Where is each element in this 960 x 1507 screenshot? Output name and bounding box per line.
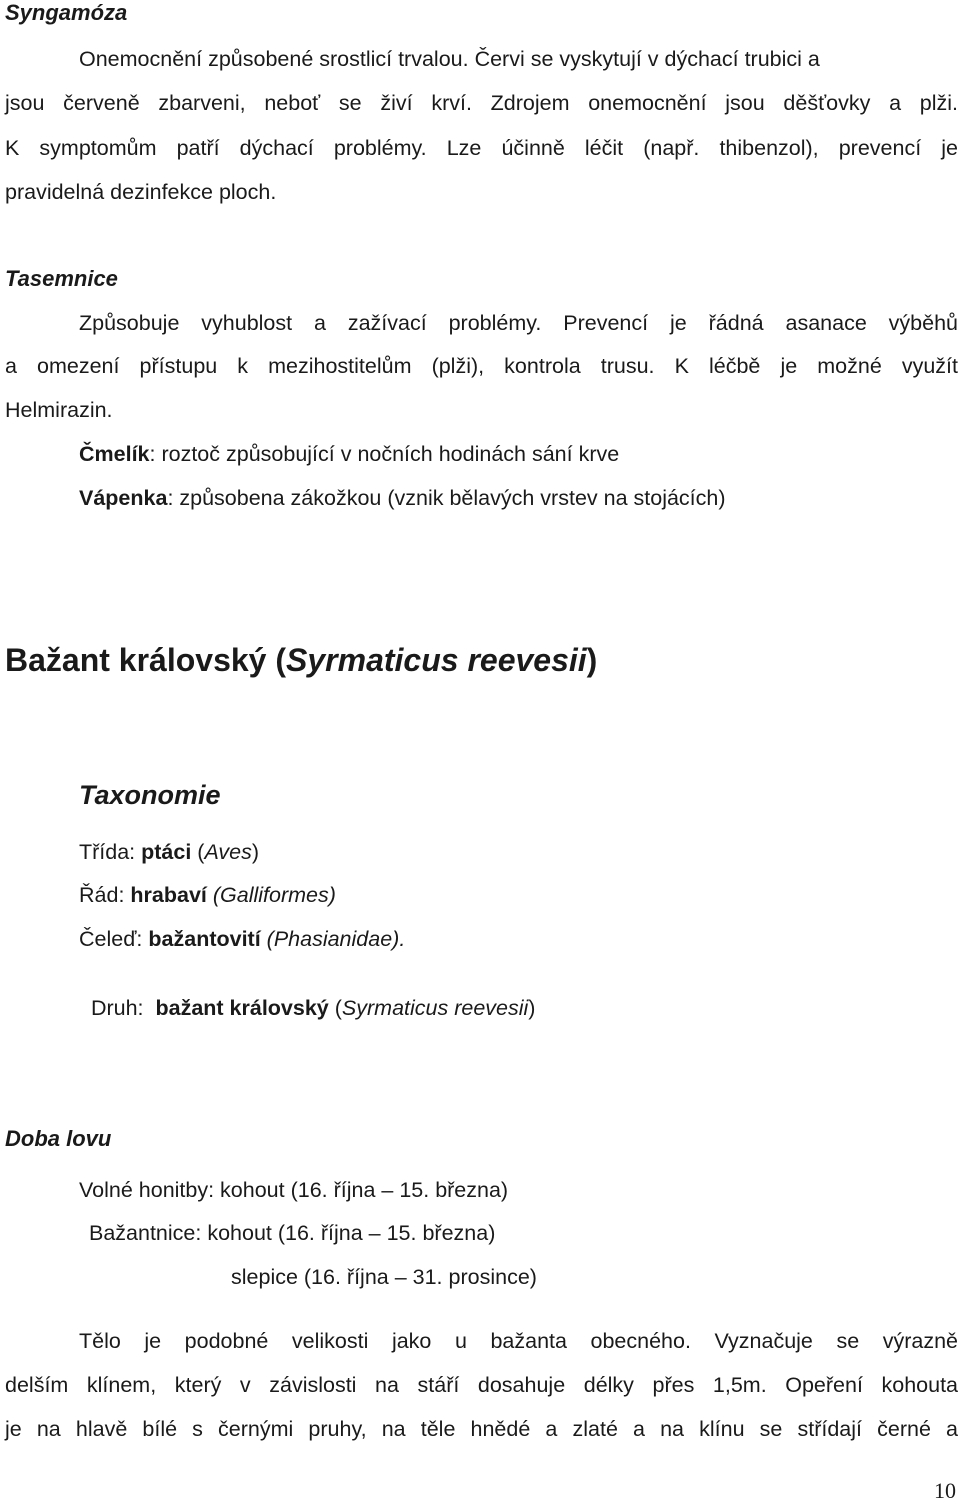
- paragraph-line: Způsobuje vyhublost a zažívací problémy. Prevencí je řádná asanace výběhů: [79, 311, 958, 335]
- taxonomy-label: Čeleď:: [79, 927, 149, 951]
- taxonomy-row-celed: [79, 927, 405, 952]
- taxonomy-label: Druh:: [90, 996, 156, 1020]
- paragraph-line: jsou červeně zbarveni, neboť se živí krví. Zdrojem onemocnění jsou děšťovky a plži.: [5, 91, 958, 115]
- taxonomy-label: Třída:: [79, 840, 142, 864]
- section-heading-syngamoza: Syngamóza: [5, 0, 128, 25]
- hunting-line: slepice (16. října – 31. prosince): [231, 1265, 537, 1289]
- paragraph-line: je na hlavě bílé s černými pruhy, na těle hnědé a zlaté a na klínu se střídají černé a: [5, 1417, 958, 1441]
- taxonomy-row-trida: [79, 840, 259, 865]
- taxonomy-paren: (: [328, 996, 342, 1020]
- paragraph-line: K symptomům patří dýchací problémy. Lze účinně léčit (např. thibenzol), prevencí je: [5, 136, 958, 160]
- title-prefix: Bažant královský (: [5, 642, 287, 678]
- term-cmelik: Čmelík: [79, 442, 150, 466]
- paragraph-line: Onemocnění způsobené srostlicí trvalou. Červi se vyskytují v dýchací trubici a: [79, 47, 820, 71]
- taxonomy-latin: Aves: [204, 840, 252, 864]
- vapenka-line: [79, 486, 726, 511]
- paragraph-line: Helmirazin.: [5, 398, 113, 422]
- paragraph-line: a omezení přístupu k mezihostitelům (plži), kontrola trusu. K léčbě je možné využít: [5, 354, 958, 378]
- section-heading-taxonomie: Taxonomie: [79, 780, 221, 810]
- section-heading-tasemnice: Tasemnice: [5, 266, 118, 291]
- page-title: [5, 642, 597, 679]
- paragraph-line: pravidelná dezinfekce ploch.: [5, 180, 277, 204]
- taxonomy-value: bažant královský: [155, 996, 329, 1020]
- term-vapenka: Vápenka: [79, 486, 168, 510]
- cmelik-line: [79, 442, 619, 467]
- hunting-line: Volné honitby: kohout (16. října – 15. března): [79, 1178, 509, 1202]
- paragraph-line: delším klínem, který v závislosti na stáří dosahuje délky přes 1,5m. Opeření kohouta: [5, 1373, 958, 1397]
- taxonomy-paren: (: [191, 840, 205, 864]
- taxonomy-latin: Syrmaticus reevesii: [341, 996, 529, 1020]
- taxonomy-label: Řád:: [79, 883, 131, 907]
- taxonomy-value: bažantovití: [148, 927, 261, 951]
- title-suffix: ): [586, 642, 598, 678]
- taxonomy-row-druh: [79, 971, 535, 1021]
- section-heading-doba-lovu: Doba lovu: [5, 1126, 112, 1151]
- taxonomy-row-rad: [79, 883, 336, 908]
- taxonomy-latin: (Galliformes): [206, 883, 336, 907]
- hunting-line: Bažantnice: kohout (16. října – 15. března): [89, 1221, 496, 1245]
- term-text: : způsobena zákožkou (vznik bělavých vrstev na stojácích): [167, 486, 726, 510]
- term-text: : roztoč způsobující v nočních hodinách sání krve: [149, 442, 620, 466]
- taxonomy-paren: ): [251, 840, 260, 864]
- title-latin: Syrmaticus reevesii: [286, 642, 587, 678]
- taxonomy-value: hrabaví: [130, 883, 207, 907]
- page-number: 10: [934, 1478, 956, 1503]
- paragraph-line: Tělo je podobné velikosti jako u bažanta obecného. Vyznačuje se výrazně: [79, 1329, 958, 1353]
- taxonomy-paren: ): [528, 996, 536, 1020]
- taxonomy-latin: (Phasianidae).: [260, 927, 406, 951]
- taxonomy-value: ptáci: [141, 840, 192, 864]
